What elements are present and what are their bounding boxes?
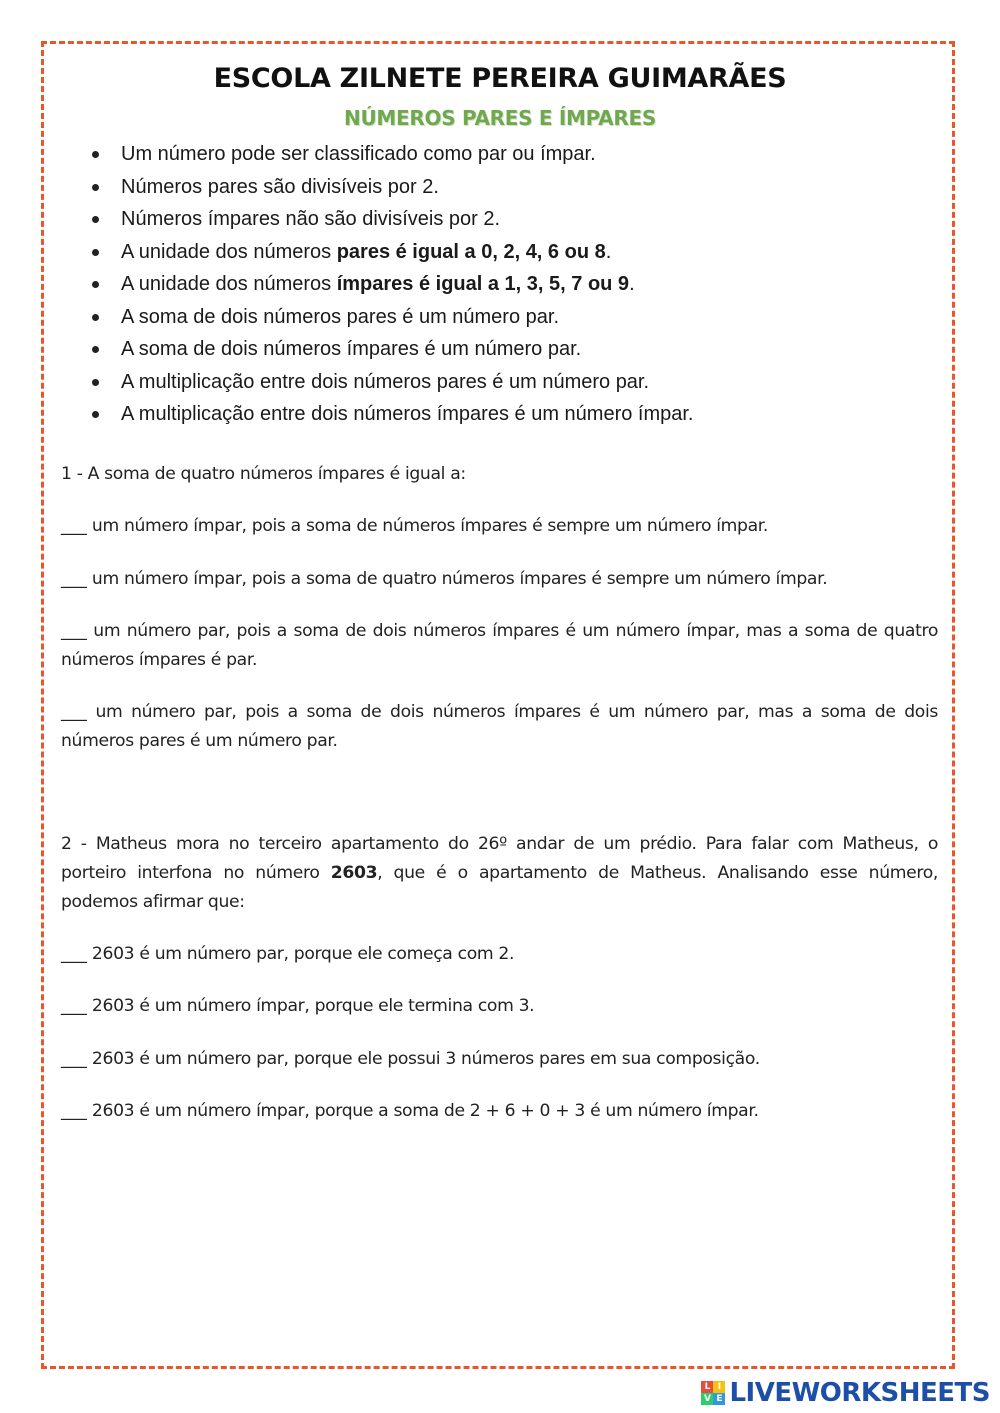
answer-blank[interactable]: ___ — [61, 516, 87, 536]
school-title: ESCOLA ZILNETE PEREIRA GUIMARÃES — [213, 63, 787, 94]
question-2-prompt: 2 - Matheus mora no terceiro apartamento do 26º andar de um prédio. Para falar com Matheus, o porteiro interfona no número 2603, que é o apartamento de Matheus. Analisando esse número, podemos afirmar que: — [61, 834, 938, 912]
bullet-icon — [92, 184, 99, 191]
bullet-icon — [92, 411, 99, 418]
liveworksheets-brand[interactable] — [701, 1378, 990, 1408]
answer-blank[interactable]: ___ — [61, 621, 87, 641]
brand-name: LIVEWORKSHEETS — [729, 1378, 990, 1408]
bullet-icon — [92, 216, 99, 223]
question-1-option-c: ___ um número par, pois a soma de dois números ímpares é um número ímpar, mas a soma de quatro números ímpares é par. — [61, 621, 938, 670]
question-2-option-a: ___ 2603 é um número par, porque ele começa com 2. — [61, 944, 515, 964]
question-2-option-c: ___ 2603 é um número par, porque ele possui 3 números pares em sua composição. — [61, 1049, 760, 1069]
rule-item: Números pares são divisíveis por 2. — [90, 171, 950, 204]
rule-item: A multiplicação entre dois números ímpares é um número ímpar. — [90, 398, 950, 431]
logo-letter: E — [713, 1393, 725, 1405]
answer-blank[interactable]: ___ — [61, 1101, 87, 1121]
answer-blank[interactable]: ___ — [61, 569, 87, 589]
question-1-option-b: ___ um número ímpar, pois a soma de quatro números ímpares é sempre um número ímpar. — [61, 569, 828, 589]
question-1-prompt: 1 - A soma de quatro números ímpares é igual a: — [61, 464, 466, 484]
rule-item: A multiplicação entre dois números pares é um número par. — [90, 366, 950, 399]
bullet-icon — [92, 151, 99, 158]
bullet-icon — [92, 281, 99, 288]
answer-blank[interactable]: ___ — [61, 702, 87, 722]
bullet-icon — [92, 314, 99, 321]
rule-item: A unidade dos números pares é igual a 0, 2, 4, 6 ou 8. — [90, 236, 950, 269]
rule-item: A soma de dois números pares é um número par. — [90, 301, 950, 334]
rules-list — [90, 138, 950, 431]
rule-item: A soma de dois números ímpares é um número par. — [90, 333, 950, 366]
bullet-icon — [92, 249, 99, 256]
answer-blank[interactable]: ___ — [61, 1049, 87, 1069]
bullet-icon — [92, 379, 99, 386]
logo-letter: L — [701, 1381, 713, 1393]
logo-letter: V — [701, 1393, 713, 1405]
answer-blank[interactable]: ___ — [61, 996, 87, 1016]
liveworksheets-logo-icon — [701, 1381, 725, 1405]
rule-item: Um número pode ser classificado como par ou ímpar. — [90, 138, 950, 171]
question-1-option-a: ___ um número ímpar, pois a soma de números ímpares é sempre um número ímpar. — [61, 516, 769, 536]
question-1-option-d: ___ um número par, pois a soma de dois números ímpares é um número par, mas a soma de dois números pares é um número par. — [61, 702, 938, 751]
answer-blank[interactable]: ___ — [61, 944, 87, 964]
question-2-option-b: ___ 2603 é um número ímpar, porque ele termina com 3. — [61, 996, 535, 1016]
bullet-icon — [92, 346, 99, 353]
topic-title: NÚMEROS PARES E ÍMPARES — [344, 106, 656, 130]
rule-item: Números ímpares não são divisíveis por 2. — [90, 203, 950, 236]
rule-item: A unidade dos números ímpares é igual a 1, 3, 5, 7 ou 9. — [90, 268, 950, 301]
logo-letter: I — [713, 1381, 725, 1393]
question-2-option-d: ___ 2603 é um número ímpar, porque a soma de 2 + 6 + 0 + 3 é um número ímpar. — [61, 1101, 759, 1121]
